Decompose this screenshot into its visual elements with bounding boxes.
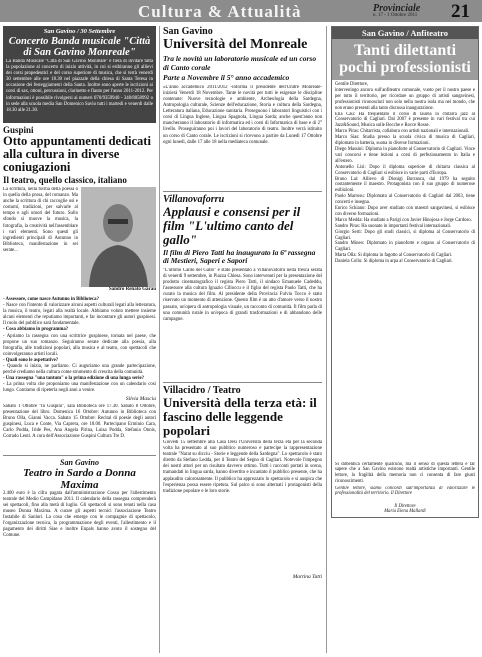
- article-headline: Università del Monreale: [163, 37, 308, 52]
- interview-question: - Assessore, come nasce Autunno in Biblioteca?: [3, 297, 99, 302]
- photo-caption: Sandro Renato Garau: [108, 287, 156, 292]
- event-program: Sabato 1 Ottobre "In Guspini", sala Biblioteca ore 17.30. Sabato 8 Ottobre, presentazione del libro. Domenica 16 Ottobre: Autunno in Biblioteca con Bruno Olla, Gianni Vacca. Sabato 15 Ottobre: Recital di poesie degli autori guspinesi, Luca e Conte, Via Caprera, ore 18.00. Partecipano Erminio Cara, Carlo Podda, Iride Pes, Ana Angela Pirina, Luisa Podda, Stefania Onnis, Corrado Lenti. A cura dell'Associazione Guspini Cultura Tre D.: [3, 403, 156, 439]
- article-headline: Applausi e consensi per il film "L'ultimo canto del gallo": [163, 203, 301, 247]
- letters-box: [331, 26, 479, 518]
- interview-question: - Quali sono le aspettative?: [3, 357, 59, 363]
- article-kicker: Villanovaforru: [163, 193, 225, 205]
- concert-box: [3, 26, 156, 123]
- article-body: 2.400 euro è la cifra pagata dall'amministrazione Cossu per l'allestimento teatrale del Medio Campidano 2011. Il calendario della rassegna comprenderà sei spettacoli, fino alla metà di luglio. Gli spettacoli si sono tenuti nella casa museo Donna Maxima. A curare gli aspetti tecnici l'associazione Teatro Instabile di Sanluri. La cosa che emerge con le compagnie di spettacolo, l'organizzazione tecnica, la programmazione degli eventi, l'allestimento e il pagamento dei diritti Siae e inoltre Enpals hanno avuto il sostegno del Comune.: [3, 490, 156, 539]
- editor-signature: Il Direttore Maria Elena Mallardi: [384, 503, 426, 515]
- concert-body: La Banda Musicale "Città di San Gavino Monreale" è fiera di invitare tutta la popolazione al concerto di inizio attività, in cui si esibiranno gli allievi dei corsi propedeutici e del corso superiore di musica, che si terrà venerdì 30 settembre alle ore 18.30 nel piazzale della chiesa di Santa Teresa in occasione dei festeggiamenti della Santa. Inoltre sono aperte le iscrizioni ai corsi di sax, ottoni, percussioni, clarinetto e flauto per l'anno 2011-2012. Per informazioni è possibile rivolgersi ai numeri 070/9359940 - 348/8058992 o in sede alla scuola media San Domenico Savio tutti i martedì e venerdì dalle 18.30 alle 21.30.: [6, 59, 153, 113]
- interview-answer: - Quando si inizia, ne parliamo. Ci auguriamo una grande partecipazione, perché crediamo nella cultura come strumento di crescita della comunità.: [3, 364, 156, 376]
- letters-headline: Tanti dilettanti pochi professionisti: [332, 39, 478, 80]
- article-kicker: San Gavino: [60, 457, 99, 467]
- article-headline: Università della terza età: il fascino delle leggende popolari: [163, 394, 317, 438]
- interview-answer: - Apriamo la rassegna con una scrittrice guspinese, tornata nel paese, che propone un suo romanzo. Seguiranno serate dedicate alla poesia, alla fotografia, alle tradizioni popolari, alla musica e al teatro, con spettacoli che coinvolgeranno artisti locali.: [3, 333, 156, 357]
- letter-body: Elia Cau: Ha frequentato il corso di laurea in chitarra jazz al Conservatorio di Cagliari. Dal 2007 è presente in vari festival tra cui Jazz&Sound, Musica sulle Bocche e Rocce Rosse. Marco Piras: Chitarrista, collabora con artisti nazionali e internazionali. Marco Sias: Studia presso la scuola civica di musica di Cagliari, diplomato in batteria, suona in diverse formazioni. Diego Massini: Diploma in pianoforte al Conservatorio di Cagliari. Vince vari concorsi e tiene lezioni a corsi di perfezionamento in Italia e all'estero. Antonello Lisi: Dopo il diploma superiore di chitarra classica al Conservatorio di Cagliari si esibisce in varie parti d'Europa. Bruno Lai: Allievo di Dionigi Burranca, dal 1979 ha seguito costantemente il maestro. Protagonista con il suo gruppo di numerose esibizioni. Paolo Marrosu: Diplomato al Conservatorio di Cagliari dal 2003, tiene concerti e insegna. Enrico Schiano: Dopo aver studiato con maestri sangavinesi, si esibisce con diverse formazioni. Marco Medda: Ha studiato a Parigi con Javier Hinojosa e Jorge Cardoso. Sandro Piras: Ha suonato in importanti festival internazionali. Giorgio Serti: Dopo gli studi classici, si diploma al Conservatorio di Cagliari. Sandro Mineo: Diplomato in pianoforte e organo al Conservatorio di Cagliari. Marta Olla: Si diploma in fagotto al Conservatorio di Cagliari. Daniela Collu: Si diploma in arpa al Conservatorio di Cagliari.: [335, 111, 475, 265]
- portrait-photo: [81, 187, 156, 287]
- issue-date: n. 17 - 1 Ottobre 2011: [373, 13, 418, 18]
- column-left: [3, 26, 156, 657]
- article-signature: Silvia Mascia: [125, 395, 156, 402]
- letters-kicker: San Gavino / Anfiteatro: [332, 27, 478, 39]
- column-divider: [326, 26, 327, 653]
- article-signature: Martina Tatti: [292, 573, 322, 580]
- article-kicker: Villacidro / Teatro: [163, 384, 241, 396]
- article-subhead: Parte a Novembre il 5° anno accademico: [163, 73, 290, 83]
- section-title: Cultura & Attualità: [138, 2, 302, 21]
- interview-question: - Cosa abbiamo in programma?: [3, 327, 69, 333]
- article-kicker: Guspini: [3, 125, 34, 135]
- interview-question: - Una rassegna "una tantum" o la prima edizione di una lunga serie?: [3, 376, 144, 382]
- letter-intro: Gentile Direttore, interveningo ancora sull'anfiteatro comunale, vuoto per il nostro paese e per tutto il territorio, per ricordare un gruppo di artisti sangavinesi, professionisti riconosciuti non solo nella nostra isola ma nel mondo, che non erano presenti alla tanto discussa inaugurazione.: [335, 82, 475, 111]
- letter-closing: Si dimentica certamente qualcuno, ma il senso di questa lettera è far sapere che a San Gavino esistono realtà artistiche importanti. Gentile lettore, la fragilità della memoria non ci consenta di fare giusti riconoscimenti.: [335, 461, 475, 485]
- article-kicker: San Gavino: [163, 26, 213, 37]
- article-headline: Teatro in Sardo a Donna Maxima: [23, 466, 136, 491]
- column-right: [331, 26, 479, 657]
- column-divider: [159, 26, 160, 653]
- divider: [3, 455, 156, 456]
- divider: [163, 191, 322, 192]
- editor-reply: Gentile lettore, siamo concordi sull'importanza di valorizzare le professionalità del territorio. Il Direttore: [335, 485, 475, 497]
- article-intro: La scrittura, nella forma della poesia o in quella della prosa, del romanzo. Ma anche la scrittura di chi raccoglie usi e costumi, tradizioni, per salvarle al tempo e agli umori del futuro. Sullo sfondo si muove la musica, la fotografia, la creatività nell'assemblare i vari elementi. Sono questi gli ingredienti principali di Autunno in Biblioteca, manifestazione in sei serate...: [3, 187, 78, 253]
- article-subhead: Il film di Piero Tatti ha inaugurato la 6ª rassegna di Mestieri, Saperi e Sapori: [163, 247, 316, 266]
- divider: [163, 382, 322, 383]
- page-header: [0, 0, 482, 22]
- newspaper-brand: Provinciale: [373, 3, 421, 14]
- article-body: "L'ultimo Canto del Gallo" è stato presentato a Villanovaforru nella fresca serata di venerdì 9 settembre, in Piazza Chiesa. Sono intervenuti per la presentazione del prodotto cinematografico il regista Piero Tatti, il sindaco Emanuele Cadeddu, l'assessore alla cultura Ignazio Cilloccu e il figlio del regista Paolo Tatti, che ha curato la musica del film. Al presidente della Provincia Fulvio Tocco è stato riservato un momento di attenzione. Questo film è un atto d'amore verso il nostro passato, un'opera di antropologia visuale, un racconto di comunità. Il film parla di una comunità rurale in un'epoca di grandi trasformazioni e di abbandono delle campagne.: [163, 267, 322, 322]
- concert-title: Concerto Banda musicale "Città di San Gavino Monreale": [8, 36, 151, 58]
- interview-answer: - La prima volta che proponiamo una manifestazione con un calendario così lungo. Contiamo di ripeterla negli anni a venire.: [3, 382, 156, 394]
- article-headline: Otto appuntamenti dedicati alla cultura in diverse coniugazioni: [3, 134, 151, 174]
- concert-dateline: San Gavino / 30 Settembre: [43, 28, 116, 35]
- article-body: Giovedì 15 settembre alla Casa Desi l'Università della terza età per la seconda volta ha presentato al suo pubblico numeroso e partecipe la rappresentazione teatrale "Narat su dicciu - Storie e leggende della Sardegna". Lo spettacolo è stato diretto da Stefano Ledda, per il Teatro del Segno di Cagliari. Notevole l'impegno dei nostri attori per un risultato davvero ottimo. Tutti i racconti portati in scena, tramandati in lingua sarda, hanno divertito e incantato il pubblico presente, che ha applaudito calorosamente. Il pubblico ha apprezzato lo spettacolo e si auspica che l'esperienza possa essere ripetuta. Sul palco si sono alternati i protagonisti della tradizione popolare e le loro storie.: [163, 439, 322, 494]
- article-subhead: Tra le novità un laboratorio musicale ed un corso di Canto corale: [163, 54, 317, 72]
- column-center: [163, 26, 322, 657]
- interview-answer: - Nasce con l'intento di valorizzare alcuni aspetti culturali legati alla letteratura, la musica, il teatro, legati alla realtà locale. Abbiamo voluto mettere insieme alcuni elementi che reputiamo importanti, e far incontrare gli autori guspinesi. Il ruolo del pubblico sarà fondamentale.: [3, 303, 156, 327]
- article-subhead: Il teatro, quello classico, italiano: [3, 175, 127, 185]
- article-body: «L'anno accademico 2011/2012 -informa il presidente dell'Unitre Monreale- inizierà Venerdì 18 Novembre. Tante le novità per tutti le esigenze le discipline contenute: Nuove tecnologie e ambiente, Archeologia della Sardegna, Antropologia culturale, Scienze dell'educazione, Storia e cultura della Sardegna, Letteratura italiana, Educazione sanitaria. Proseguono i laboratori linguistici con i corsi di Lingua Inglese, Lingua Spagnola, Lingua Sarda; anche quest'anno non mancheranno il laboratorio di informatica ed i corsi di Informatica di base e di 2° livello. Proseguiranno poi i lavori del laboratorio di teatro. Inoltre verrà istituito un corso di Canto corale. Le iscrizioni si ricevono a partire da Lunedì 17 Ottobre ogni lunedì, dalle 17 alle 18 nella mediateca comunale.: [163, 84, 322, 145]
- page-number: 21: [451, 1, 470, 22]
